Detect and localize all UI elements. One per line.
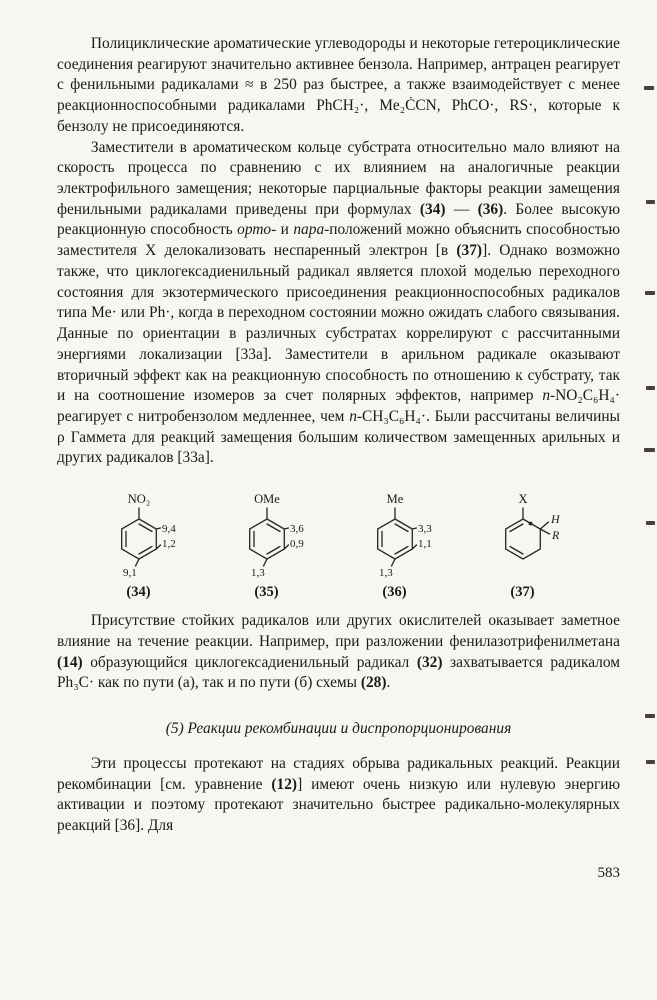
ortho-partial-factor: 3,6 (289, 523, 304, 536)
structure-number: (37) (510, 584, 535, 601)
structure-36 (351, 487, 455, 601)
substituent-label: NO₂ (127, 492, 150, 507)
scan-artifact-mark (644, 86, 654, 90)
structure-35 (223, 487, 327, 601)
ortho-partial-factor: 9,4 (161, 523, 176, 536)
section-heading: (5) Реакции рекомбинации и диспропорционирования (165, 719, 512, 737)
para-partial-factor: 9,1 (122, 567, 137, 580)
hydrogen-label: H (550, 512, 560, 527)
scan-artifact-mark (646, 200, 655, 204)
structure-number: (34) (126, 584, 151, 601)
para-partial-factor: 1,3 (250, 567, 265, 580)
page-number: 583 (597, 864, 620, 881)
radical-dot (528, 522, 532, 526)
structure-number: (36) (382, 584, 407, 601)
scan-artifact-mark (645, 291, 655, 295)
meta-partial-factor: 0,9 (289, 538, 304, 551)
r-group-label: R (551, 528, 559, 543)
scan-artifact-mark (645, 714, 655, 718)
benzene-ring-ome-diagram (225, 487, 325, 583)
scan-artifact-mark (646, 760, 655, 764)
ortho-partial-factor: 3,3 (417, 523, 432, 536)
paragraph-recombination: Эти процессы протекают на стадиях обрыва радикальных реакций. Реакции рекомбинации [см. уравнение (12)] имеют очень низкую или нулевую энергию активации и поэтому протекают значительно быстрее радикально-молекулярных реакций [36]. Для (57, 754, 620, 835)
benzene-ring-no2-diagram (97, 487, 197, 583)
substituent-label: OMe (253, 492, 280, 507)
scan-artifact-mark (646, 386, 655, 390)
structure-34 (95, 487, 199, 601)
paragraph-substituents: Заместители в ароматическом кольце субстрата относительно мало влияют на скорость процесса по сравнению с их влиянием на аналогичные реакции электрофильного замещения; некоторые парциальные факторы реакции замещения фенильными радикалами приведены при формулах (34) — (36). Более высокую реакционную способность орто- и пара-положений можно объяснить способностью заместителя X делокализовать неспаренный электрон [в (37)]. Однако возможно также, что циклогексадиенильный радикал является плохой моделью переходного состояния для экзотермического присоединения реакционноспособных радикалов типа Me· или Ph·, когда в переходном состоянии можно ожидать слабого связывания. Данные по ориентации в различных субстратах коррелируют с рассчитанными энергиями локализации [33а]. Заместители в арильном радикале оказывают вторичный эффект как на реакционную способность по отношению к субстрату, так и на соотношение изомеров за счет полярных эффектов, например n-NO₂C₆H₄· реагирует с нитробензолом медленнее, чем n-CH₃C₆H₄·. Были рассчитаны величины ρ Гаммета для реакций замещения большим количеством замещенных арильных и других радикалов [33а]. (57, 138, 620, 467)
scan-artifact-mark (644, 448, 655, 452)
cyclohexadienyl-radical-diagram (481, 487, 581, 583)
substituent-label: Me (386, 492, 403, 507)
scan-artifact-mark (646, 521, 655, 525)
structure-number: (35) (254, 584, 279, 601)
paragraph-stable-radicals: Присутствие стойких радикалов или других окислителей оказывает заметное влияние на течение реакции. Например, при разложении фенилазотрифенилметана (14) образующийся циклогексадиенильный радикал (32) захватывается радикалом Ph₃C· как по пути (а), так и по пути (б) схемы (28). (57, 612, 620, 692)
substituent-label: X (517, 492, 528, 507)
chemical-structures-row (57, 487, 620, 601)
meta-partial-factor: 1,1 (417, 538, 432, 551)
benzene-ring-me-diagram (353, 487, 453, 583)
para-partial-factor: 1,3 (378, 567, 393, 580)
meta-partial-factor: 1,2 (161, 538, 176, 551)
paragraph-intro: Полициклические ароматические углеводороды и некоторые гетероциклические соединения реагируют значительно активнее бензола. Например, антрацен реагирует с фенильными радикалами ≈ в 250 раз быстрее, а также взаимодействует с менее реакционноспособными радикалами PhCH₂·, Me₂ĊCN, PhCO·, RS·, которые к бензолу не присоединяются. (57, 35, 620, 135)
structure-37 (479, 487, 583, 601)
